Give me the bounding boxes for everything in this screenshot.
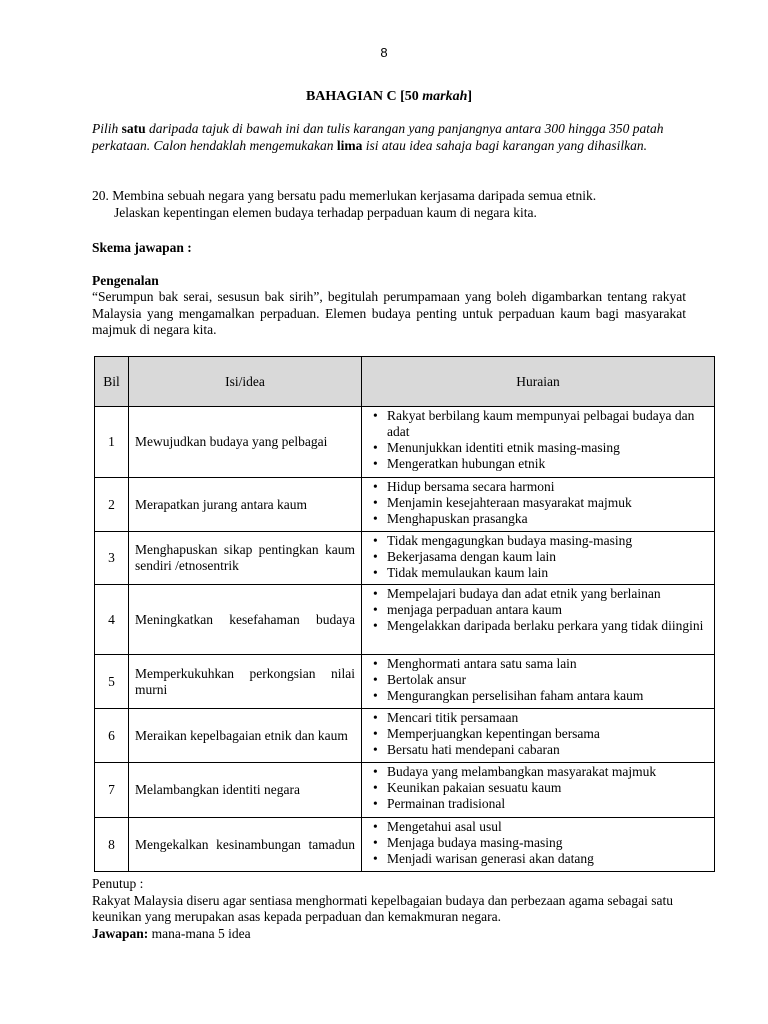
answer-table — [94, 356, 715, 872]
row-explanation — [362, 709, 715, 763]
list-item: • Tidak memulaukan kaum lain — [387, 565, 708, 581]
table-row — [95, 655, 715, 709]
row-idea: Memperkukuhkan perkongsian nilai murni — [129, 655, 362, 709]
list-item: • Rakyat berbilang kaum mempunyai pelbagai budaya dan adat — [387, 408, 708, 440]
row-idea: Mengekalkan kesinambungan tamadun — [129, 818, 362, 872]
row-number: 8 — [95, 818, 129, 872]
list-item: • menjaga perpaduan antara kaum — [387, 602, 708, 618]
list-item: • Menghormati antara satu sama lain — [387, 656, 708, 672]
row-number: 4 — [95, 585, 129, 655]
section-title: BAHAGIAN C [50 markah] — [305, 89, 473, 104]
row-idea: Mewujudkan budaya yang pelbagai — [129, 407, 362, 478]
row-explanation — [362, 478, 715, 532]
page-number: 8 — [380, 45, 388, 60]
list-item: • Bersatu hati mendepani cabaran — [387, 742, 708, 758]
intro-text: “Serumpun bak serai, sesusun bak sirih”, begitulah perumpamaan yang boleh digambarkan tentang rakyat Malaysia yang mengamalkan perpaduan. Elemen budaya penting untuk perpaduan kaum bagi masyarakat majmuk di negara kita. — [92, 289, 686, 337]
row-idea: Melambangkan identiti negara — [129, 763, 362, 818]
row-explanation — [362, 655, 715, 709]
closing-section — [92, 876, 686, 942]
closing-text: Rakyat Malaysia diseru agar sentiasa menghormati kepelbagaian budaya dan perbezaan agama sebagai satu keunikan yang merupakan asas kepada perpaduan dan kemakmuran negara. — [92, 892, 674, 924]
intro-heading: Pengenalan — [92, 273, 159, 288]
row-number: 6 — [95, 709, 129, 763]
answer-note: Jawapan: mana-mana 5 idea — [92, 925, 251, 941]
list-item: • Menunjukkan identiti etnik masing-masing — [387, 440, 708, 456]
table-row — [95, 585, 715, 655]
list-item: • Permainan tradisional — [387, 796, 708, 812]
list-item: • Bekerjasama dengan kaum lain — [387, 549, 708, 565]
row-idea: Menghapuskan sikap pentingkan kaum sendiri /etnosentrik — [129, 532, 362, 585]
list-item: • Menjamin kesejahteraan masyarakat majmuk — [387, 495, 708, 511]
scheme-heading: Skema jawapan : — [92, 240, 192, 255]
list-item: • Menjadi warisan generasi akan datang — [387, 851, 708, 867]
list-item: • Bertolak ansur — [387, 672, 708, 688]
instructions: Pilih satu daripada tajuk di bawah ini dan tulis karangan yang panjangnya antara 300 hingga 350 patah perkataan. Calon hendaklah mengemukakan lima isi atau idea sahaja bagi karangan yang dihasilkan. — [92, 121, 664, 153]
list-item: • Tidak mengagungkan budaya masing-masing — [387, 533, 708, 549]
row-explanation — [362, 585, 715, 655]
header-idea: Isi/idea — [129, 357, 362, 407]
row-number: 7 — [95, 763, 129, 818]
row-number: 3 — [95, 532, 129, 585]
list-item: • Budaya yang melambangkan masyarakat majmuk — [387, 764, 708, 780]
row-idea: Meningkatkan kesefahaman budaya — [129, 585, 362, 655]
question — [92, 188, 686, 221]
row-idea: Merapatkan jurang antara kaum — [129, 478, 362, 532]
row-number: 5 — [95, 655, 129, 709]
table-row — [95, 532, 715, 585]
list-item: • Memperjuangkan kepentingan bersama — [387, 726, 708, 742]
list-item: • Mengeratkan hubungan etnik — [387, 456, 708, 472]
row-explanation — [362, 818, 715, 872]
table-row — [95, 709, 715, 763]
list-item: • Mengetahui asal usul — [387, 819, 708, 835]
row-explanation — [362, 532, 715, 585]
question-line-2: Jelaskan kepentingan elemen budaya terhadap perpaduan kaum di negara kita. — [114, 204, 537, 220]
table-row — [95, 407, 715, 478]
list-item: • Menjaga budaya masing-masing — [387, 835, 708, 851]
list-item: • Mengelakkan daripada berlaku perkara yang tidak diingini — [387, 618, 708, 634]
list-item: • Mengurangkan perselisihan faham antara kaum — [387, 688, 708, 704]
list-item: • Keunikan pakaian sesuatu kaum — [387, 780, 708, 796]
row-number: 2 — [95, 478, 129, 532]
row-explanation — [362, 763, 715, 818]
row-explanation — [362, 407, 715, 478]
table-row — [95, 478, 715, 532]
closing-label: Penutup : — [92, 876, 144, 891]
table-row — [95, 763, 715, 818]
header-explanation: Huraian — [362, 357, 715, 407]
list-item: • Hidup bersama secara harmoni — [387, 479, 708, 495]
list-item: • Mencari titik persamaan — [387, 710, 708, 726]
list-item: • Menghapuskan prasangka — [387, 511, 708, 527]
list-item: • Mempelajari budaya dan adat etnik yang berlainan — [387, 586, 708, 602]
table-row — [95, 818, 715, 872]
row-number: 1 — [95, 407, 129, 478]
table-header-row — [95, 357, 715, 407]
header-bil: Bil — [95, 357, 129, 407]
question-line-1: 20. Membina sebuah negara yang bersatu padu memerlukan kerjasama daripada semua etnik. — [92, 188, 597, 203]
row-idea: Meraikan kepelbagaian etnik dan kaum — [129, 709, 362, 763]
